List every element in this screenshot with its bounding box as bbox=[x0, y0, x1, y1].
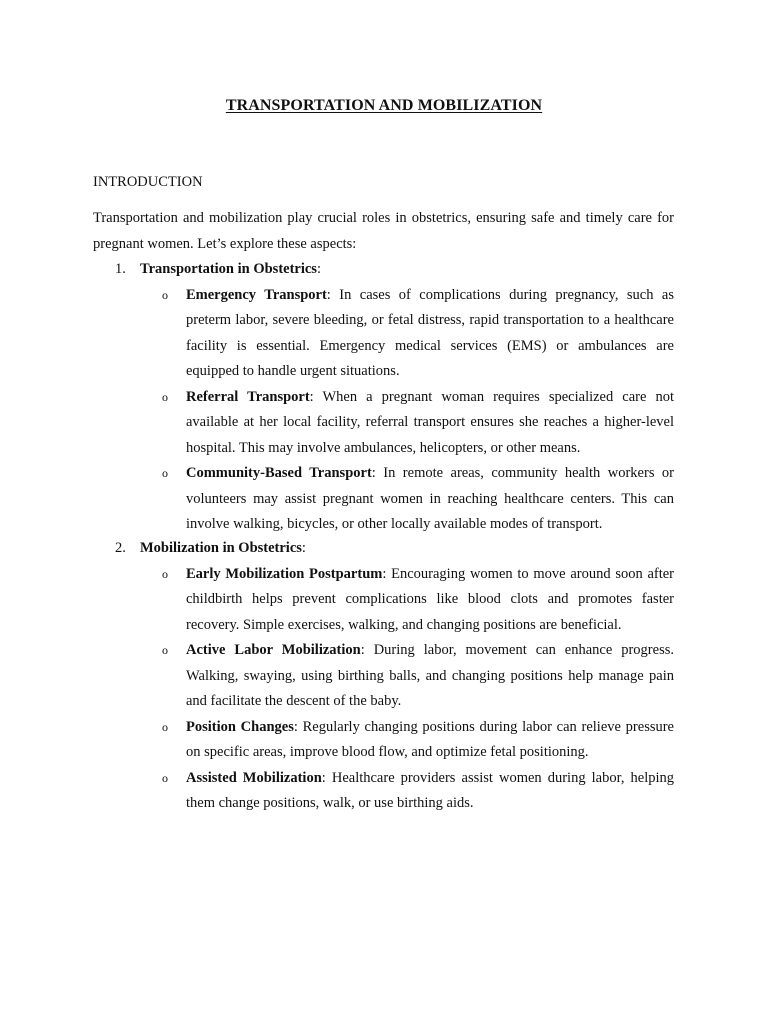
bullet-marker: o bbox=[162, 566, 168, 581]
item-text: : Encouraging women to move around soon after childbirth helps prevent complications like blood clots and promotes faster recovery. Simple exercises, walking, and changing positions are beneficial. bbox=[186, 565, 674, 633]
section-title bbox=[140, 257, 321, 283]
item-term: Position Changes bbox=[186, 718, 294, 735]
list-item bbox=[93, 766, 674, 817]
section-title-text: Transportation in Obstetrics bbox=[140, 261, 317, 277]
item-term: Active Labor Mobilization bbox=[186, 642, 361, 658]
item-term: Emergency Transport bbox=[186, 286, 327, 303]
bullet-list bbox=[93, 562, 674, 817]
item-term: Referral Transport bbox=[186, 388, 310, 405]
item-text: : Healthcare providers assist women during labor, helping them change positions, walk, or use birthing aids. bbox=[186, 769, 675, 811]
intro-paragraph: Transportation and mobilization play crucial roles in obstetrics, ensuring safe and timely care for pregnant women. Let’s explore these aspects: bbox=[93, 210, 674, 252]
section-title-suffix: : bbox=[316, 261, 321, 277]
bullet-marker: o bbox=[162, 287, 168, 302]
item-text: : During labor, movement can enhance progress. Walking, swaying, using birthing balls, and changing positions help manage pain and facilitate the descent of the baby. bbox=[186, 642, 674, 709]
item-text: : Regularly changing positions during labor can relieve pressure on specific areas, improve blood flow, and optimize fetal positioning. bbox=[186, 718, 674, 760]
item-term: Early Mobilization Postpartum bbox=[186, 565, 383, 582]
list-item bbox=[93, 562, 674, 639]
section-title-suffix: : bbox=[301, 540, 306, 556]
item-text: : When a pregnant woman requires specialized care not available at her local facility, referral transport ensures she reaches a higher-level hospital. This may involve ambulances, helicopters, or other means. bbox=[186, 388, 674, 456]
item-term: Community-Based Transport bbox=[186, 465, 372, 481]
bullet-marker: o bbox=[162, 719, 168, 734]
page-title: TRANSPORTATION AND MOBILIZATION bbox=[225, 97, 543, 114]
item-text: : In remote areas, community health workers or volunteers may assist pregnant women in reaching healthcare centers. This can involve walking, bicycles, or other locally available modes of transport. bbox=[186, 465, 674, 532]
list-item bbox=[93, 715, 674, 766]
section-number: 2. bbox=[115, 540, 126, 556]
item-term: Assisted Mobilization bbox=[186, 769, 322, 786]
section-title bbox=[140, 536, 306, 562]
list-item bbox=[93, 385, 674, 462]
item-text: : In cases of complications during pregnancy, such as preterm labor, severe bleeding, or fetal distress, rapid transportation to a healthcare facility is essential. Emergency medical services (EMS) or ambulances are equipped to handle urgent situations. bbox=[186, 286, 674, 379]
section-number: 1. bbox=[115, 261, 126, 277]
bullet-marker: o bbox=[162, 770, 168, 785]
bullet-marker: o bbox=[162, 389, 168, 404]
section-heading-introduction: INTRODUCTION bbox=[93, 174, 203, 190]
section-title-text: Mobilization in Obstetrics bbox=[140, 540, 302, 556]
bullet-marker: o bbox=[162, 466, 168, 480]
bullet-marker: o bbox=[162, 643, 168, 657]
list-item bbox=[93, 638, 674, 715]
bullet-list bbox=[93, 283, 674, 538]
list-item bbox=[93, 461, 674, 538]
list-item bbox=[93, 283, 674, 385]
